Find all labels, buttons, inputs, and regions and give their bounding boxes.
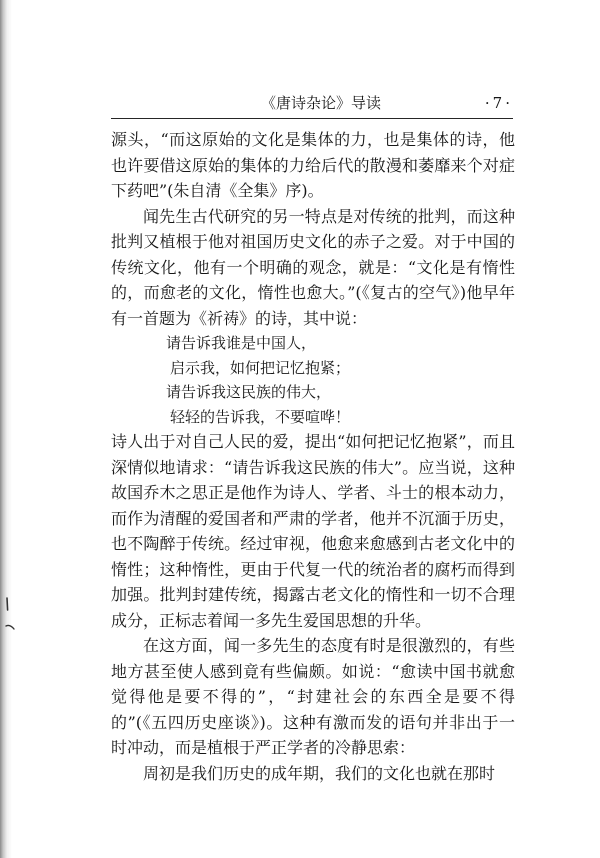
poem-line: 启示我，如何把记忆抱紧； [170, 358, 351, 377]
running-header-title: 《唐诗杂论》导读 [261, 94, 382, 112]
margin-pencil-mark [4, 596, 20, 636]
paragraph-tradition-critique: 闻先生古代研究的另一特点是对传统的批判，而这种批判又植根于他对祖国历史文化的赤子之爱。对于中国的传统文化，他有一个明确的观念，就是：“文化是有惰性的，而愈老的文化，惰性也愈大。”(《复古的空气》)他早年有一首题为《祈祷》的诗，其中说： [111, 206, 515, 328]
poem-line: 请告诉我这民族的伟大， [166, 383, 332, 401]
scan-shadow-edge [0, 0, 12, 858]
page-body [111, 127, 515, 786]
paragraph-poet-love: 诗人出于对自己人民的爱，提出“如何把记忆抱紧”，而且深情似地请求：“请告诉我这民族的伟大”。应当说，这种故国乔木之思正是他作为诗人、学者、斗士的根本动力，而作为清醒的爱国者和严肃的学者，他并不沉湎于历史，也不陶醉于传统。经过审视，他愈来愈感到古老文化中的惰性；这种惰性，更由于代复一代的统治者的腐朽而得到加强。批判封建传统，揭露古老文化的惰性和一切不合理成分，正标志着闻一多先生爱国思想的升华。 [111, 432, 515, 630]
page-number: ·7· [484, 94, 513, 112]
poem-quote-prayer [111, 331, 515, 429]
paragraph-block-quote-start: 周初是我们历史的成年期，我们的文化也就在那时 [143, 763, 496, 783]
poem-line: 轻轻的告诉我，不要喧哗！ [170, 407, 351, 426]
paragraph-continued: 源头，“而这原始的文化是集体的力，也是集体的诗，他也许要借这原始的集体的力给后代的散漫和萎靡来个对症下药吧”(朱自清《全集》序)。 [111, 130, 515, 200]
paragraph-radical-attitude: 在这方面，闻一多先生的态度有时是很激烈的，有些地方甚至使人感到竟有些偏颇。如说：“愈读中国书就愈觉得他是要不得的”，“封建社会的东西全是要不得的”(《五四历史座谈》)。这种有激而发的语句并非出于一时冲动，而是植根于严正学者的冷静思索： [111, 636, 515, 757]
poem-line: 请告诉我谁是中国人， [166, 334, 317, 352]
header-rule [111, 118, 513, 119]
running-header [111, 92, 513, 116]
